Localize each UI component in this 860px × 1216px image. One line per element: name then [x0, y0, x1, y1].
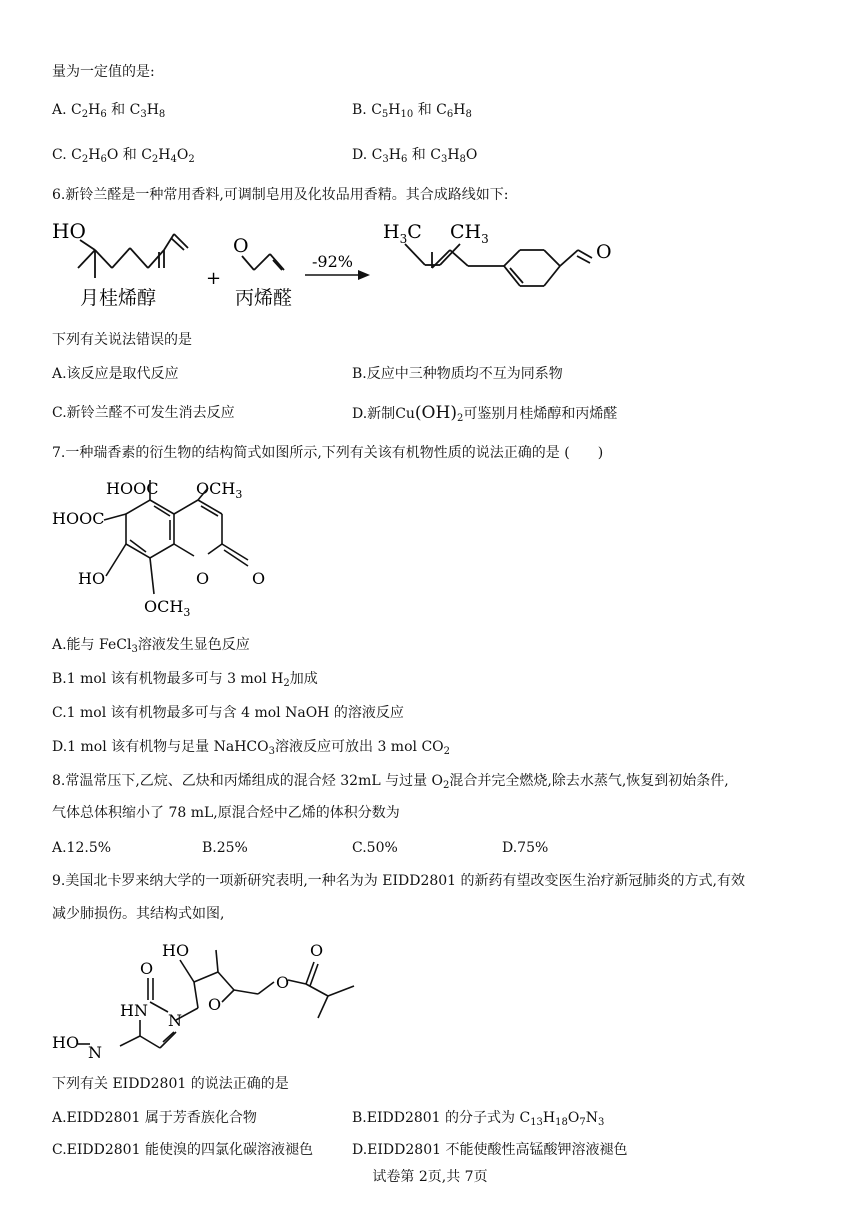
q9-structure	[48, 928, 378, 1062]
n-label: N	[168, 1011, 182, 1030]
yield-label: -92%	[312, 252, 353, 271]
q7-structure	[48, 470, 288, 622]
q6-option-a[interactable]: A.该反应是取代反应	[52, 366, 179, 382]
lyral-skeleton	[405, 244, 592, 286]
q9-option-b[interactable]: B.EIDD2801 的分子式为 $C_{13}H_{18}O_7N_3$	[352, 1110, 605, 1128]
ho-label: HO	[162, 941, 190, 960]
reactant1-name: 月桂烯醇	[80, 287, 157, 309]
ester-carbonyl-o: O	[310, 941, 324, 960]
q7-option-d[interactable]: D.1 mol 该有机物与足量 NaHCO$_3$溶液反应可放出 3 mol $CO_2$	[52, 739, 451, 757]
ester-o: O	[276, 973, 290, 992]
q9-option-d[interactable]: D.EIDD2801 不能使酸性高锰酸钾溶液褪色	[352, 1142, 628, 1158]
q8-line2: 气体总体积缩小了 78 mL,原混合烃中乙烯的体积分数为	[52, 805, 400, 821]
q7-stem: 7.一种瑞香素的衍生物的结构简式如图所示,下列有关该有机物性质的说法正确的是 ( )	[52, 445, 604, 461]
ch3-label: $CH_3$	[450, 221, 489, 246]
cooh-top: HOOC	[106, 479, 159, 498]
q9-line2: 减少肺损伤。其结构式如图,	[52, 906, 225, 922]
q9-option-c[interactable]: C.EIDD2801 能使溴的四氯化碳溶液褪色	[52, 1142, 313, 1158]
oxime-n: N	[88, 1043, 102, 1062]
q9-ask: 下列有关 EIDD2801 的说法正确的是	[52, 1076, 289, 1092]
q6-option-d[interactable]: D.新制$Cu(OH)_2$可鉴别月桂烯醇和丙烯醛	[352, 403, 618, 424]
ring-o: O	[196, 569, 210, 588]
q9-option-a[interactable]: A.EIDD2801 属于芳香族化合物	[52, 1110, 257, 1126]
q6-stem: 6.新铃兰醛是一种常用香料,可调制皂用及化妆品用香精。其合成路线如下:	[52, 187, 509, 203]
q5-option-b[interactable]: B. $C_5H_{10}$ 和 $C_6H_8$	[352, 102, 472, 120]
q6-reaction-scheme	[40, 210, 680, 315]
q8-line1: 8.常温常压下,乙烷、乙炔和丙烯组成的混合烃 32mL 与过量 $O_2$混合并完全燃烧,除去水蒸气,恢复到初始条件,	[52, 773, 729, 791]
q5-tail: 量为一定值的是:	[52, 64, 155, 80]
q7-option-a[interactable]: A.能与 FeCl$_3$溶液发生显色反应	[52, 637, 250, 655]
q5-option-c[interactable]: C. $C_2H_6O$ 和 $C_2H_4O_2$	[52, 147, 195, 165]
q8-option-c[interactable]: C.50%	[352, 840, 398, 856]
ho-left: HO	[78, 569, 106, 588]
ho-label: HO	[52, 219, 86, 243]
reactant2-name: 丙烯醛	[235, 287, 293, 309]
q8-option-b[interactable]: B.25%	[202, 840, 248, 856]
h3c-label: $H_3C$	[383, 221, 422, 246]
q6-ask: 下列有关说法错误的是	[52, 332, 192, 348]
keto-o: O	[252, 569, 266, 588]
hon-label: HO	[52, 1033, 80, 1052]
hn-label: HN	[120, 1001, 148, 1020]
ome-top: $OCH_3$	[196, 479, 243, 501]
q5-option-d[interactable]: D. $C_3H_6$ 和 $C_3H_8O$	[352, 147, 478, 165]
q7-option-b[interactable]: B.1 mol 该有机物最多可与 3 mol $H_2$加成	[52, 671, 318, 689]
ring-o: O	[208, 995, 222, 1014]
reaction-arrow-head	[358, 270, 370, 280]
q6-option-c[interactable]: C.新铃兰醛不可发生消去反应	[52, 405, 235, 421]
q7-option-c[interactable]: C.1 mol 该有机物最多可与含 4 mol NaOH 的溶液反应	[52, 705, 404, 721]
q8-option-a[interactable]: A.12.5%	[52, 840, 112, 856]
q6-option-b[interactable]: B.反应中三种物质均不互为同系物	[352, 366, 563, 382]
page-footer: 试卷第 2页,共 7页	[372, 1169, 488, 1185]
carbonyl-o: O	[140, 959, 154, 978]
q5-option-a[interactable]: A. $C_2H_6$ 和 $C_3H_8$	[52, 102, 166, 120]
q8-option-d[interactable]: D.75%	[502, 840, 549, 856]
myrcenol-skeleton	[78, 234, 188, 278]
acrolein-o: O	[233, 235, 249, 257]
q9-line1: 9.美国北卡罗来纳大学的一项新研究表明,一种名为为 EIDD2801 的新药有望改变医生治疗新冠肺炎的方式,有效	[52, 873, 745, 889]
ome-bottom: $OCH_3$	[144, 597, 191, 619]
plus-sign: +	[206, 268, 222, 289]
cooh-left: HOOC	[52, 509, 105, 528]
aldehyde-o: O	[596, 241, 612, 263]
